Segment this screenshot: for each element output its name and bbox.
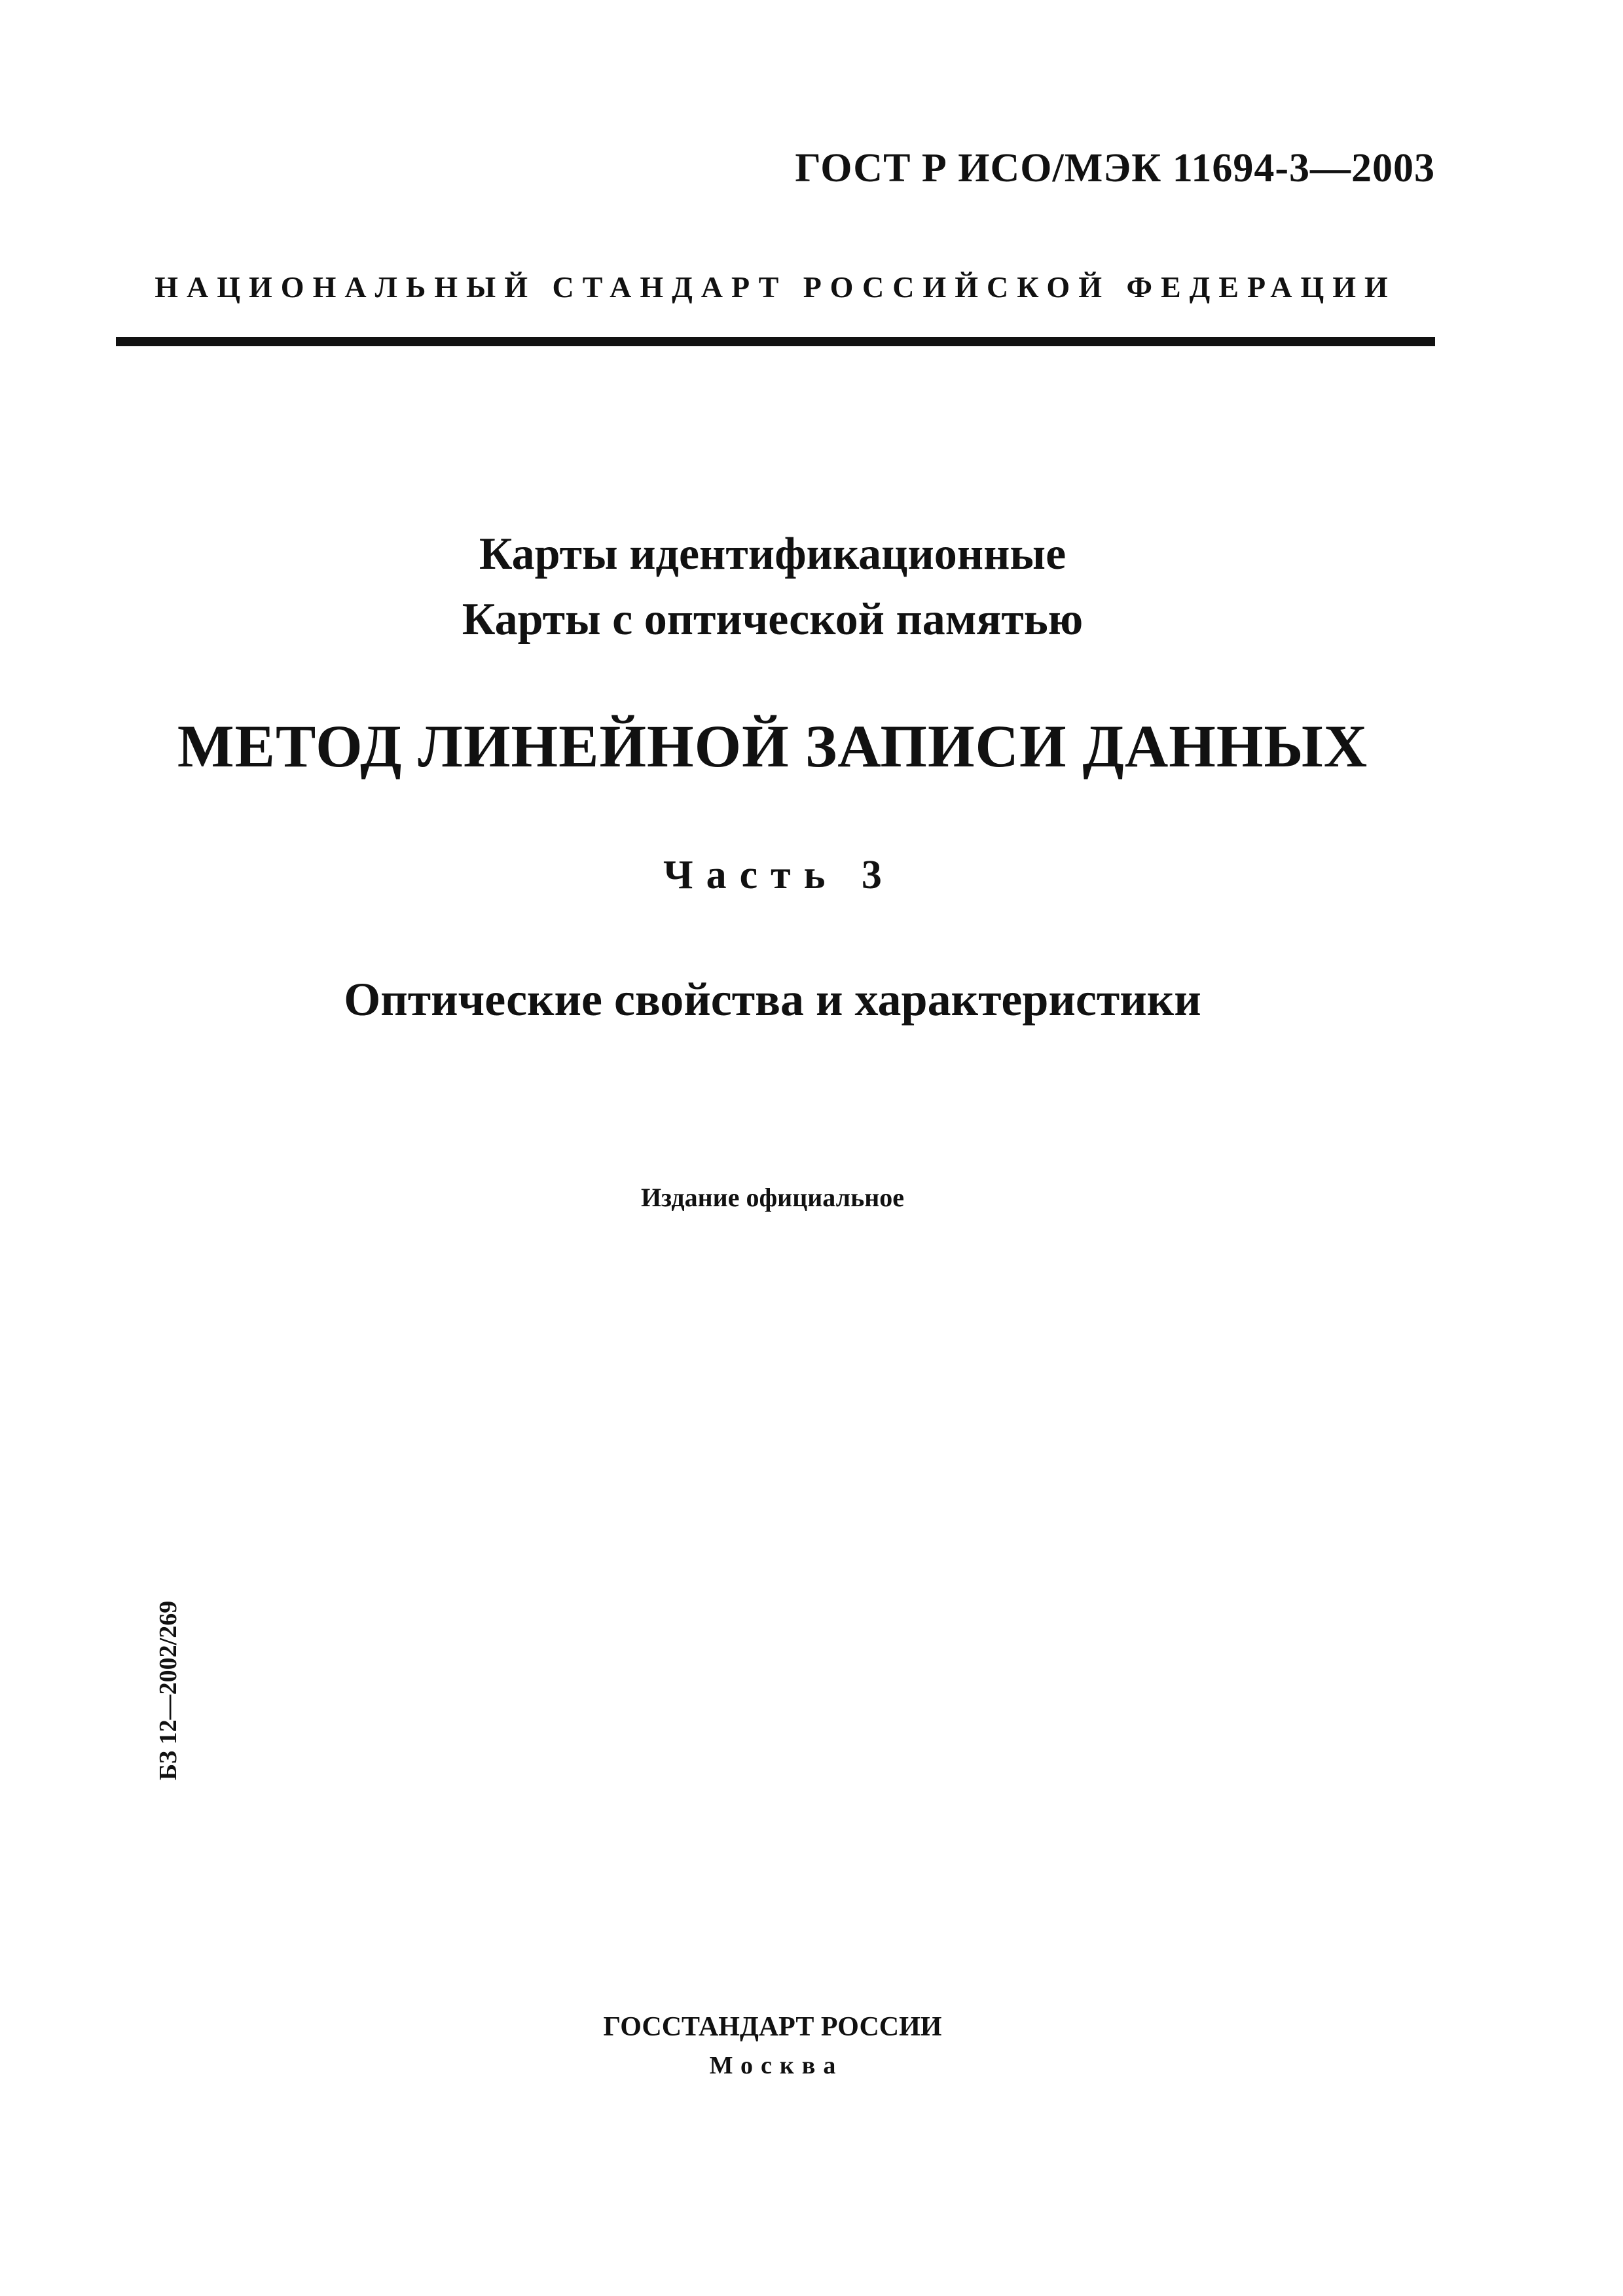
side-catalog-code: БЗ 12—2002/269 (155, 1600, 182, 1780)
subtitle: Оптические свойства и характеристики (344, 973, 1201, 1026)
national-standard-header: НАЦИОНАЛЬНЫЙ СТАНДАРТ РОССИЙСКОЙ ФЕДЕРАЦИИ (155, 270, 1396, 304)
publication-city: Москва (709, 2052, 844, 2079)
edition-note: Издание официальное (640, 1183, 905, 1212)
publisher: ГОССТАНДАРТ РОССИИ (603, 2012, 942, 2042)
title-line-2: Карты с оптической памятью (462, 594, 1084, 645)
part-number: Часть 3 (663, 853, 895, 897)
main-title: МЕТОД ЛИНЕЙНОЙ ЗАПИСИ ДАННЫХ (177, 713, 1368, 780)
standard-designation: ГОСТ Р ИСО/МЭК 11694-3—2003 (795, 146, 1435, 190)
title-line-1: Карты идентификационные (479, 529, 1067, 579)
header-rule (116, 337, 1435, 346)
